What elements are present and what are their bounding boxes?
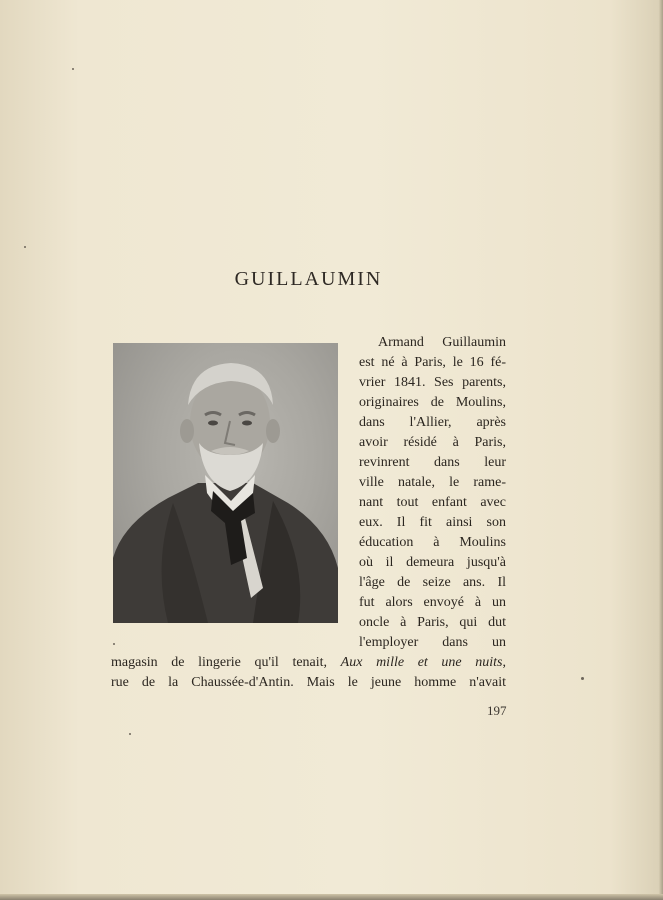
text-line: eux. Il fit ainsi son (359, 515, 506, 530)
text-line: oncle à Paris, qui dut (359, 615, 506, 630)
text-line: éducation à Moulins (359, 535, 506, 550)
page-edge (0, 894, 663, 900)
paper-speck (24, 246, 26, 248)
text-line: l'âge de seize ans. Il (359, 575, 506, 590)
text-line: nant tout enfant avec (359, 495, 506, 510)
text-line: originaires de Moulins, (359, 395, 506, 410)
text-line: avoir résidé à Paris, (359, 435, 506, 450)
text-line: ville natale, le rame- (359, 475, 506, 490)
text-line: vrier 1841. Ses parents, (359, 375, 506, 390)
chapter-title: GUILLAUMIN (234, 268, 383, 290)
text-line: l'employer dans un (359, 635, 506, 650)
portrait-photo (113, 343, 338, 623)
paper-speck (129, 733, 131, 735)
text-line: est né à Paris, le 16 fé- (359, 355, 506, 370)
text-line-with-title (111, 653, 506, 673)
text-line: dans l'Allier, après (359, 415, 506, 430)
text-line: où il demeura jusqu'à (359, 555, 506, 570)
paper-speck (581, 677, 584, 680)
page-edge (659, 0, 663, 900)
shop-name: Aux mille et une nuits (340, 655, 503, 670)
text-segment: , (502, 655, 506, 670)
text-line: Armand Guillaumin (378, 335, 506, 350)
text-line: rue de la Chaussée-d'Antin. Mais le jeune homme n'avait (111, 675, 506, 690)
text-segment: magasin de lingerie qu'il tenait, (111, 655, 341, 670)
page-number: 197 (487, 703, 507, 718)
paper-speck (113, 643, 115, 645)
text-line: revinrent dans leur (359, 455, 506, 470)
text-line: fut alors envoyé à un (359, 595, 506, 610)
paper-speck (72, 68, 74, 70)
